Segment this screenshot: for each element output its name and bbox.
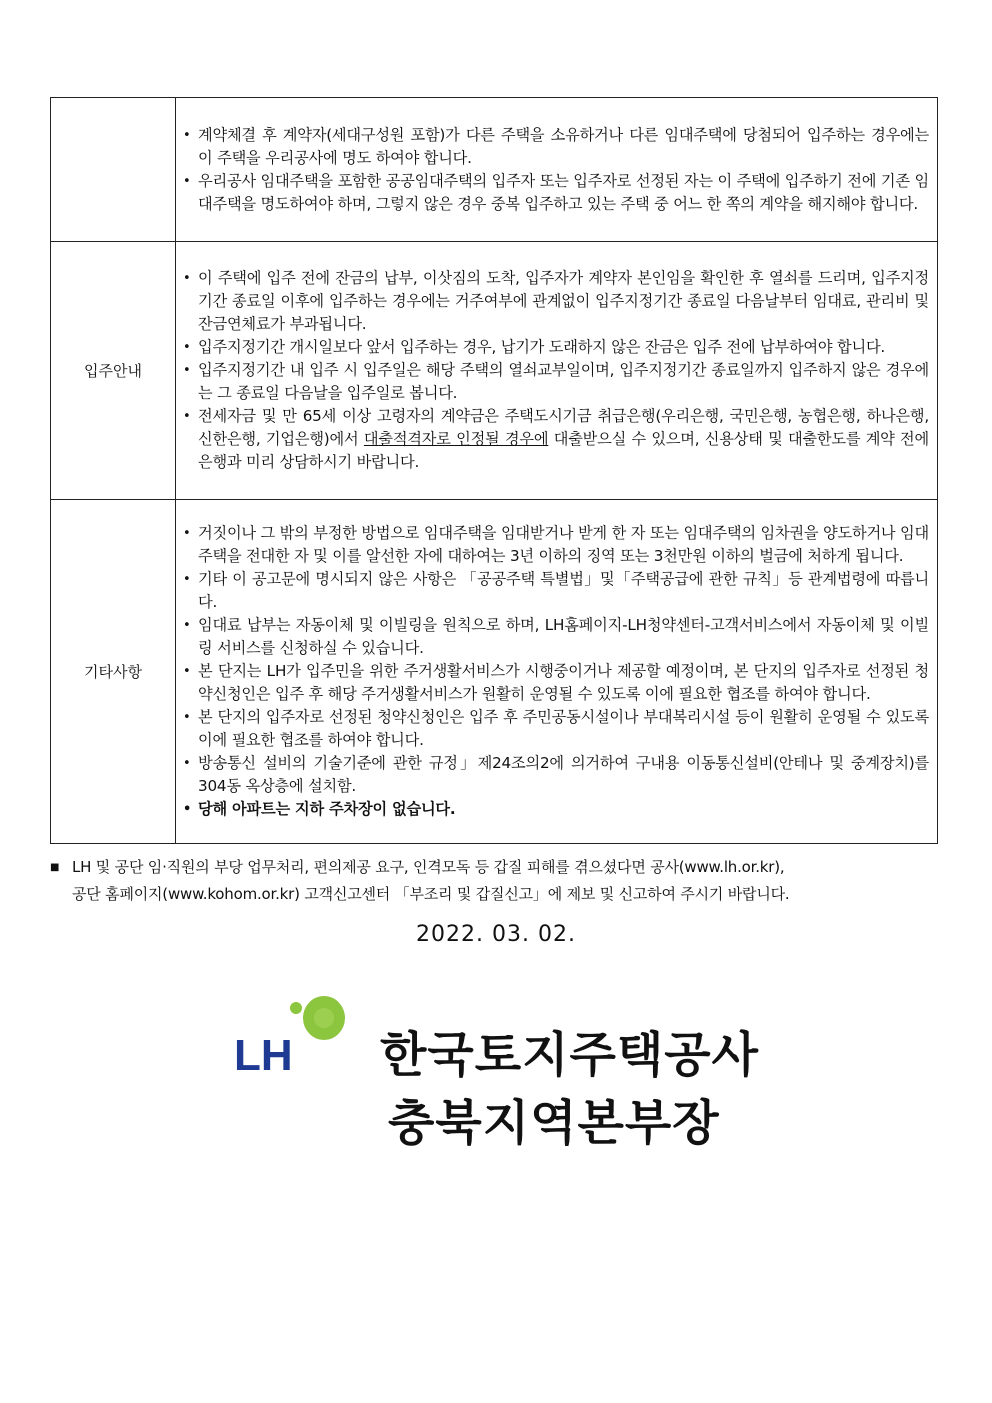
- loan-text-underlined: 대출적격자로 인정될 경우에: [363, 430, 549, 448]
- bullet-list: [180, 267, 929, 474]
- organization-branch: 충북지역본부장: [388, 1095, 720, 1151]
- list-item: • 거짓이나 그 밖의 부정한 방법으로 임대주택을 임대받거나 받게 한 자 또는 임대주택의 임차권을 양도하거나 임대주택을 전대한 자 및 이를 알선한 자에 대하여는 3년 이하의 징역 또는 3천만원 이하의 벌금에 처하게 됩니다.: [180, 522, 929, 568]
- notice-date: 2022. 03. 02.: [416, 922, 576, 947]
- table-row: [51, 500, 938, 844]
- lh-logo-icon: [232, 992, 352, 1082]
- table-row: [51, 242, 938, 500]
- list-item: • 이 주택에 입주 전에 잔금의 납부, 이삿짐의 도착, 입주자가 계약자 본인임을 확인한 후 열쇠를 드리며, 입주지정기간 종료일 이후에 입주하는 경우에는 거주여부에 관계없이 입주지정기간 종료일 다음날부터 임대료, 관리비 및 잔금연체료가 부과됩니다.: [180, 267, 929, 336]
- row-label-other: 기타사항: [51, 500, 176, 844]
- report-notice: [50, 854, 930, 908]
- row-content: [176, 500, 938, 844]
- logo-small-leaf-icon: [290, 1002, 302, 1014]
- report-notice-text-1: LH 및 공단 임·직원의 부당 업무처리, 편의제공 요구, 인격모독 등 갑질 피해를 겪으셨다면 공사(www.lh.or.kr),: [72, 858, 785, 876]
- bullet-list: [180, 124, 929, 216]
- bullet-list: [180, 522, 929, 821]
- list-item: • 계약체결 후 계약자(세대구성원 포함)가 다른 주택을 소유하거나 다른 임대주택에 당첨되어 입주하는 경우에는 이 주택을 우리공사에 명도 하여야 합니다.: [180, 124, 929, 170]
- loan-text-before: 전세자금 및 만 65세 이상 고령자의 계약금은 주택도시기금 취급은행(우리은행, 국민은행, 농협은행, 하나은행, 신한은행, 기업은행)에서: [198, 407, 929, 448]
- list-item: • 우리공사 임대주택을 포함한 공공임대주택의 입주자 또는 입주자로 선정된 자는 이 주택에 입주하기 전에 기존 임대주택을 명도하여야 하며, 그렇지 않은 경우 중복 입주하고 있는 주택 중 어느 한 쪽의 계약을 해지해야 합니다.: [180, 170, 929, 216]
- report-notice-text-2: 공단 홈페이지(www.kohom.or.kr) 고객신고센터 「부조리 및 갑질신고」에 제보 및 신고하여 주시기 바랍니다.: [72, 885, 790, 903]
- row-content: [176, 242, 938, 500]
- logo-leaf-highlight: [314, 1008, 334, 1028]
- list-item: • 본 단지는 LH가 입주민을 위한 주거생활서비스가 시행중이거나 제공할 예정이며, 본 단지의 입주자로 선정된 청약신청인은 입주 후 해당 주거생활서비스가 원활히 운영될 수 있도록 이에 필요한 협조를 하여야 합니다.: [180, 660, 929, 706]
- table-row: [51, 98, 938, 242]
- list-item-parking: • 당해 아파트는 지하 주차장이 없습니다.: [180, 798, 929, 821]
- row-label: [51, 98, 176, 242]
- organization-name: 한국토지주택공사: [380, 1027, 759, 1083]
- list-item: • 입주지정기간 내 입주 시 입주일은 해당 주택의 열쇠교부일이며, 입주지정기간 종료일까지 입주하지 않은 경우에는 그 종료일 다음날을 입주일로 봅니다.: [180, 359, 929, 405]
- list-item: • 기타 이 공고문에 명시되지 않은 사항은 「공공주택 특별법」및「주택공급에 관한 규칙」등 관계법령에 따릅니다.: [180, 568, 929, 614]
- list-item: • 방송통신 설비의 기술기준에 관한 규정」제24조의2에 의거하여 구내용 이동통신설비(안테나 및 중계장치)를 304동 옥상층에 설치함.: [180, 752, 929, 798]
- list-item-loan: [180, 405, 929, 474]
- report-notice-line: [50, 854, 930, 881]
- list-item: • 본 단지의 입주자로 선정된 청약신청인은 입주 후 주민공동시설이나 부대복리시설 등이 원활히 운영될 수 있도록 이에 필요한 협조를 하여야 합니다.: [180, 706, 929, 752]
- loan-text-after: 대출받으실 수 있으며, 신용상태 및 대출한도를 계약 전에 은행과 미리 상담하시기 바랍니다.: [198, 430, 929, 471]
- logo-text: LH: [234, 1031, 293, 1080]
- notice-table: [50, 97, 938, 844]
- row-label-move-in: 입주안내: [51, 242, 176, 500]
- row-content: [176, 98, 938, 242]
- list-item: • 임대료 납부는 자동이체 및 이빌링을 원칙으로 하며, LH홈페이지-LH청약센터-고객서비스에서 자동이체 및 이빌링 서비스를 신청하실 수 있습니다.: [180, 614, 929, 660]
- square-bullet-icon: ■: [50, 862, 60, 873]
- list-item: • 입주지정기간 개시일보다 앞서 입주하는 경우, 납기가 도래하지 않은 잔금은 입주 전에 납부하여야 합니다.: [180, 336, 929, 359]
